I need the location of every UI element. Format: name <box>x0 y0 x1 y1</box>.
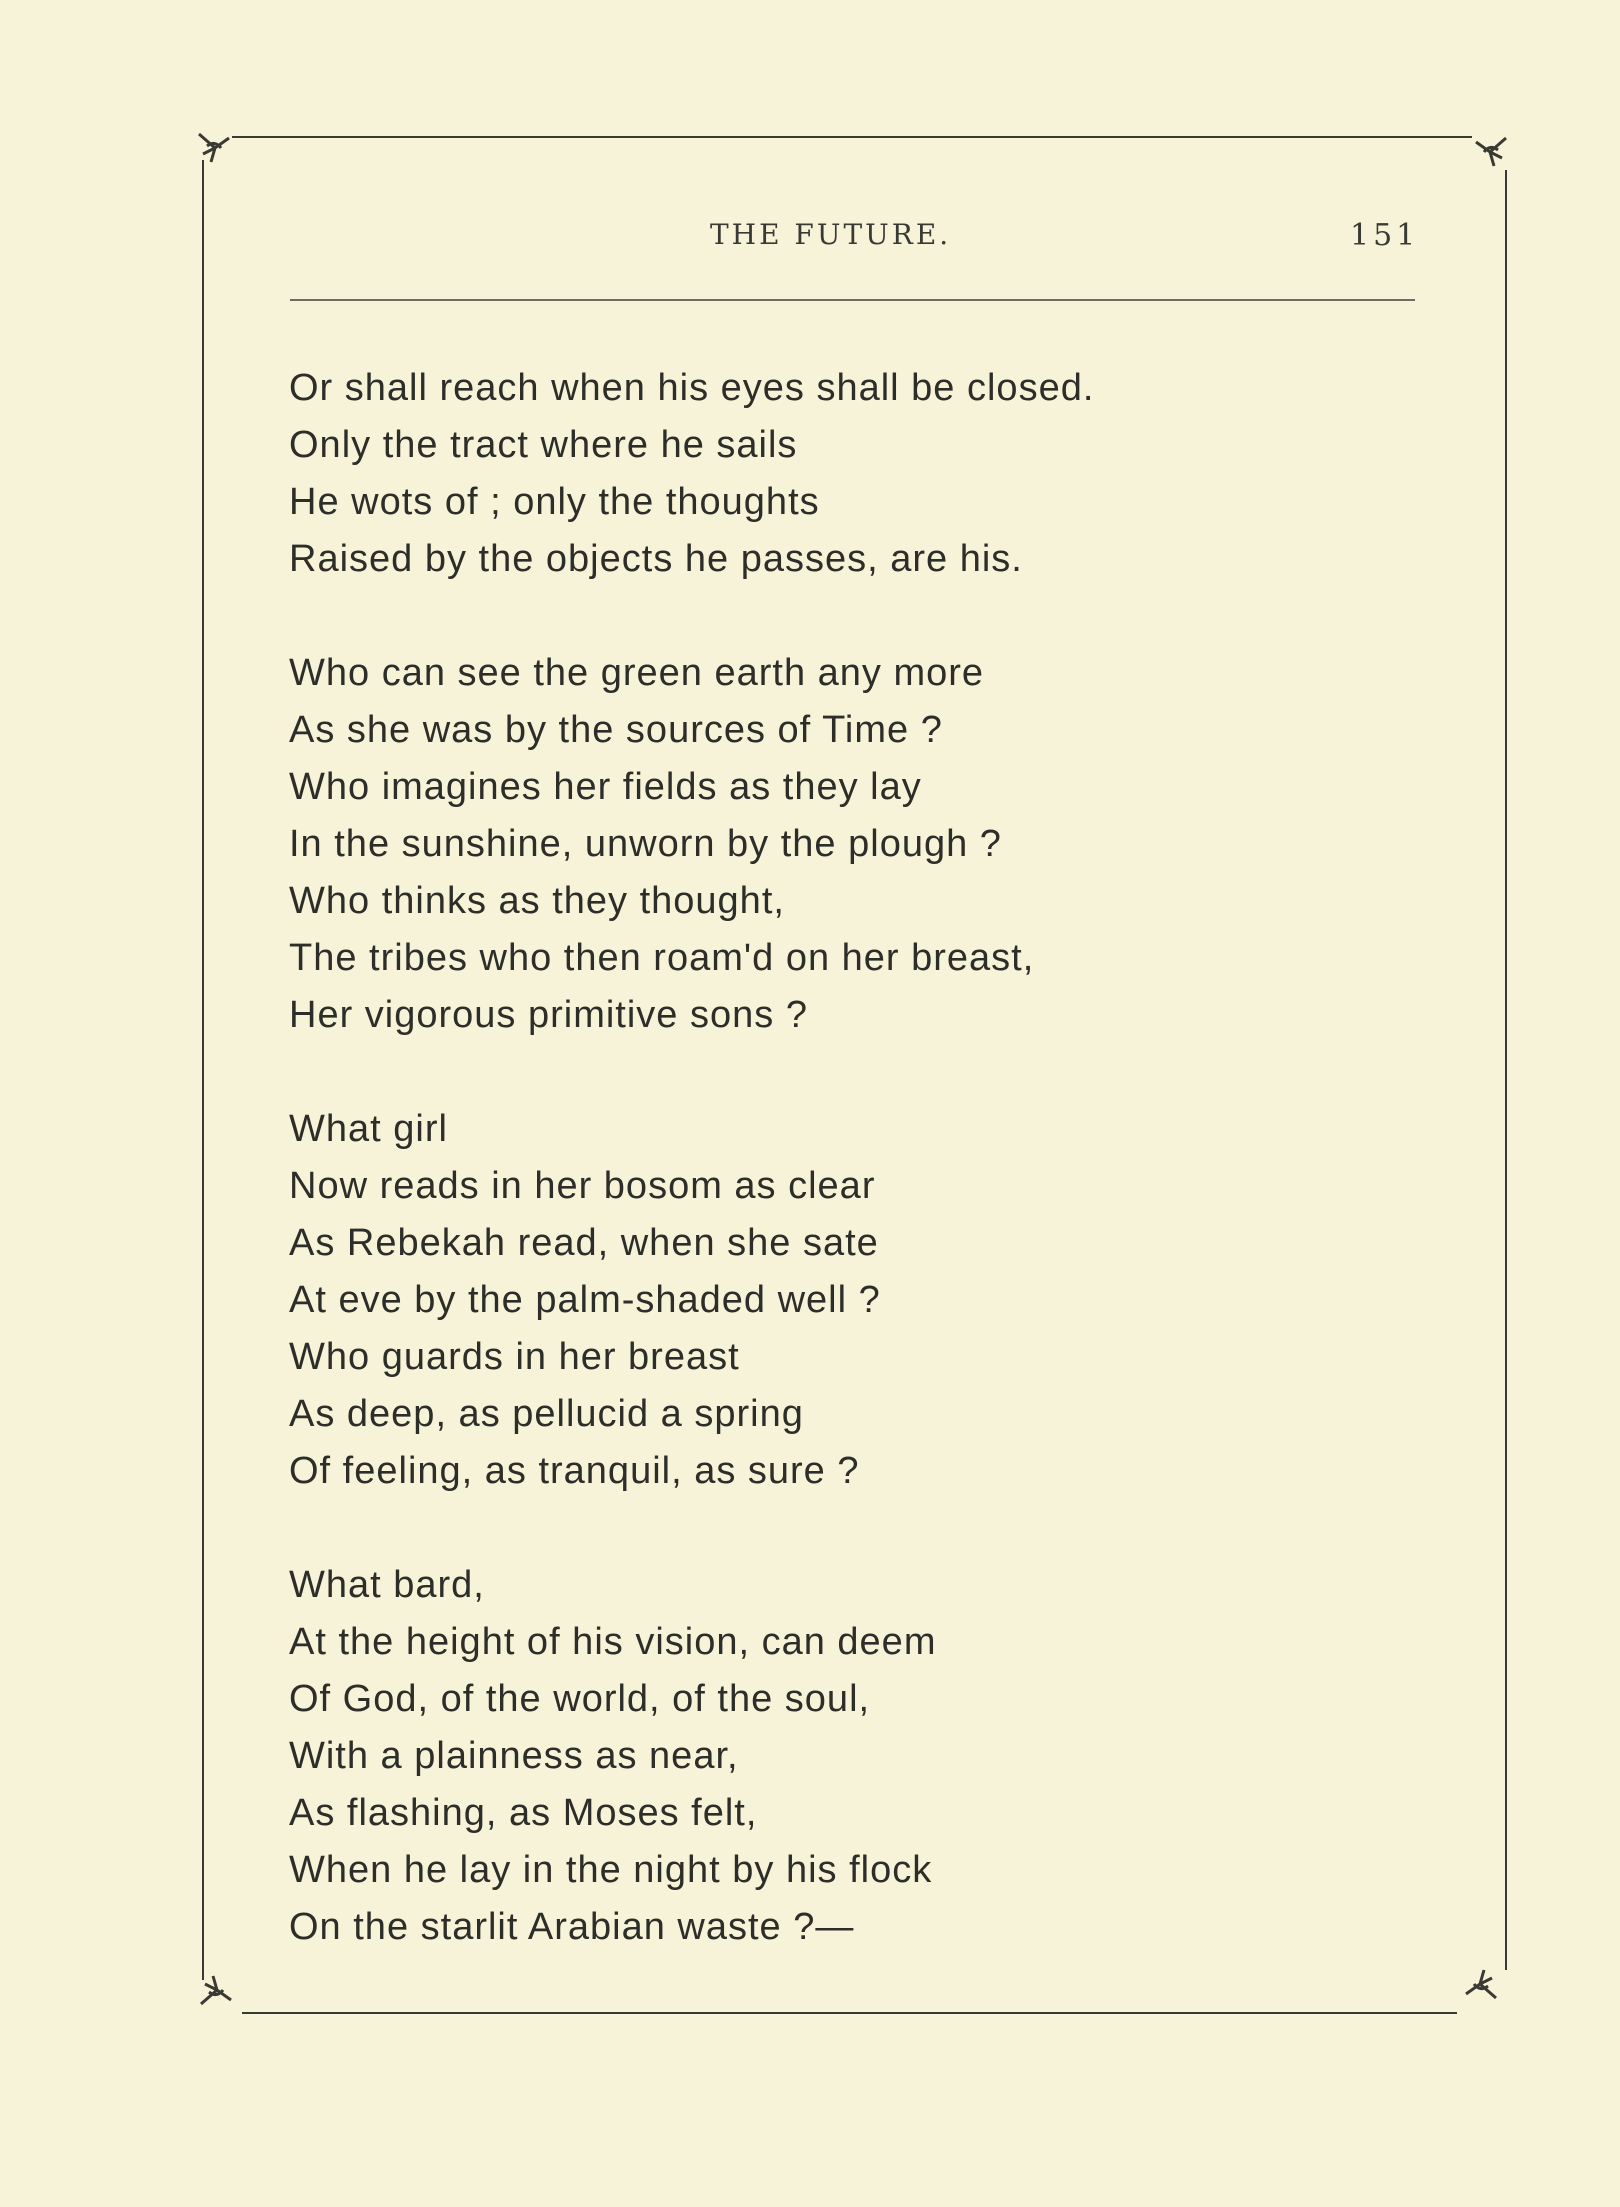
poem-line: Who imagines her fields as they lay <box>289 766 922 808</box>
chapter-title: THE FUTURE. <box>710 218 952 251</box>
header-rule <box>290 299 1415 301</box>
poem-line: On the starlit Arabian waste ?— <box>289 1906 855 1948</box>
poem-line: In the sunshine, unworn by the plough ? <box>289 823 1002 865</box>
bottom-right-fleuron-icon <box>1460 1964 1500 2004</box>
top-left-fleuron-icon <box>195 128 235 168</box>
poem-line: At eve by the palm-shaded well ? <box>289 1279 881 1321</box>
stanza-4 <box>289 1557 1439 1956</box>
poem-line: Raised by the objects he passes, are his. <box>289 538 1023 580</box>
stanza-2 <box>289 645 1439 1044</box>
poem-line: What girl <box>289 1108 448 1150</box>
poem-line: Of God, of the world, of the soul, <box>289 1678 871 1720</box>
poem-line: With a plainness as near, <box>289 1735 739 1777</box>
poem-line: Who thinks as they thought, <box>289 880 785 922</box>
poem-line: As deep, as pellucid a spring <box>289 1393 804 1435</box>
poem-line: As Rebekah read, when she sate <box>289 1222 879 1264</box>
poem-line: As flashing, as Moses felt, <box>289 1792 758 1834</box>
top-right-fleuron-icon <box>1470 132 1510 172</box>
poem-line: Who can see the green earth any more <box>289 652 985 694</box>
poem-line: The tribes who then roam'd on her breast, <box>289 937 1035 979</box>
running-head <box>290 218 1430 268</box>
poem-line: When he lay in the night by his flock <box>289 1849 933 1891</box>
right-border-rule <box>1505 170 1507 1970</box>
poem-line: At the height of his vision, can deem <box>289 1621 937 1663</box>
stanza-3 <box>289 1101 1439 1500</box>
stanza-1 <box>289 360 1439 588</box>
poem-line: As she was by the sources of Time ? <box>289 709 943 751</box>
poem-line: Who guards in her breast <box>289 1336 740 1378</box>
poem-line: Of feeling, as tranquil, as sure ? <box>289 1450 860 1492</box>
poem-line: Now reads in her bosom as clear <box>289 1165 876 1207</box>
poem-line: Her vigorous primitive sons ? <box>289 994 808 1036</box>
left-border-rule <box>202 160 204 1980</box>
poem-line: He wots of ; only the thoughts <box>289 481 820 523</box>
bottom-left-fleuron-icon <box>197 1970 237 2010</box>
top-border-rule <box>232 136 1472 138</box>
poem-line: Only the tract where he sails <box>289 424 798 466</box>
poem-line: What bard, <box>289 1564 485 1606</box>
poem-line: Or shall reach when his eyes shall be closed. <box>289 367 1095 409</box>
poem-body <box>289 360 1439 2013</box>
page-number: 151 <box>1350 218 1420 253</box>
